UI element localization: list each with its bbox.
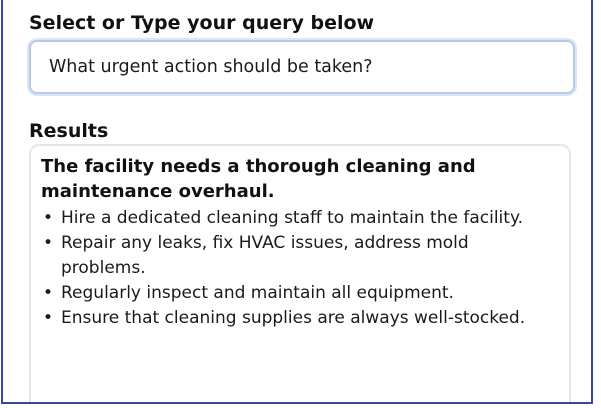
result-list — [41, 206, 555, 331]
list-item-text: Ensure that cleaning supplies are always well-stocked. — [61, 308, 526, 328]
list-item — [41, 231, 555, 281]
bullet-icon: • — [43, 308, 54, 328]
bullet-icon: • — [43, 208, 54, 228]
list-item — [41, 206, 555, 231]
result-title: The facility needs a thorough cleaning and maintenance overhaul. — [41, 156, 476, 202]
results-box — [29, 144, 571, 404]
results-heading: Results — [29, 120, 109, 142]
list-item — [41, 306, 555, 331]
query-input[interactable] — [31, 42, 573, 92]
bullet-icon: • — [43, 283, 54, 303]
list-item-text: Hire a dedicated cleaning staff to maintain the facility. — [61, 208, 523, 228]
query-heading: Select or Type your query below — [29, 12, 375, 34]
bullet-icon: • — [43, 233, 54, 253]
query-panel — [1, 0, 593, 404]
list-item-text: Repair any leaks, fix HVAC issues, address mold problems. — [61, 233, 469, 278]
list-item-text: Regularly inspect and maintain all equipment. — [61, 283, 454, 303]
list-item — [41, 281, 555, 306]
query-box[interactable] — [29, 40, 575, 94]
